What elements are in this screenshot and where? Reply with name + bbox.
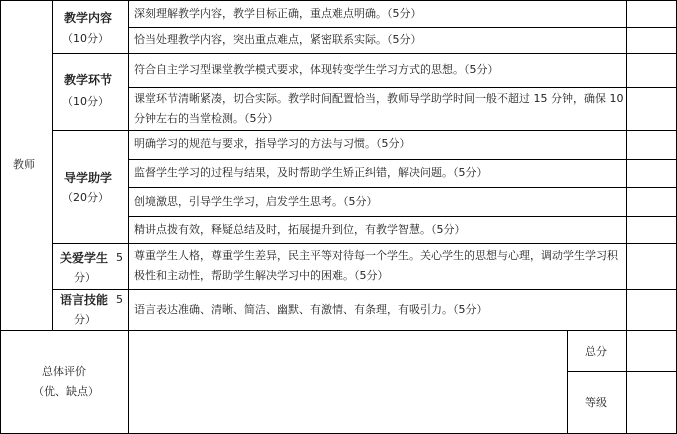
criterion-text: 恰当处理教学内容，突出重点难点，紧密联系实际。（5分） xyxy=(134,33,422,46)
criterion-text: 深刻理解教学内容，教学目标正确，重点难点明确。（5分） xyxy=(134,7,422,20)
category-points: 分） xyxy=(74,271,96,284)
role-label: 教师 xyxy=(13,158,35,171)
criterion-text: 精讲点拨有效，释疑总结及时，拓展提升到位，有教学智慧。（5分） xyxy=(134,223,466,236)
overall-evaluation-label: 总体评价 xyxy=(42,365,86,378)
grade-label: 等级 xyxy=(585,396,607,409)
criterion-text: 课堂环节清晰紧凑，切合实际。教学时间配置恰当，教师导学助学时间一般不超过 15 分钟，确保 10 分钟左右的当堂检测。（5分） xyxy=(134,92,624,125)
category-name: 教学内容 xyxy=(64,11,113,25)
category-name: 关爱学生 xyxy=(60,251,109,265)
table-line xyxy=(567,330,568,434)
criterion-text: 符合自主学习型课堂教学模式要求，体现转变学生学习方式的思想。（5分） xyxy=(134,63,499,76)
table-line xyxy=(52,243,677,244)
table-line xyxy=(128,0,129,434)
criterion-text: 创境激思，引导学生学习，启发学生思考。（5分） xyxy=(134,195,378,208)
table-line xyxy=(128,159,677,160)
category-name: 导学助学 xyxy=(64,171,113,185)
category-points: 5 xyxy=(116,251,123,264)
table-line xyxy=(128,216,677,217)
category-name: 语言技能 xyxy=(60,293,109,307)
category-points: （20分） xyxy=(62,191,109,204)
table-line xyxy=(128,27,677,28)
category-name: 教学环节 xyxy=(64,73,113,87)
table-line xyxy=(0,0,677,1)
category-points: （10分） xyxy=(62,32,109,45)
table-line xyxy=(626,0,627,434)
table-line xyxy=(567,371,677,372)
category-points: 分） xyxy=(74,313,96,326)
table-line xyxy=(52,289,677,290)
overall-evaluation-sublabel: （优、缺点） xyxy=(33,385,99,398)
criterion-text: 尊重学生人格，尊重学生差异，民主平等对待每一个学生。关心学生的思想与心理，调动学生学习积极性和主动性，帮助学生解决学习中的困难。（5分） xyxy=(134,249,618,282)
table-line xyxy=(52,0,53,330)
table-line xyxy=(0,0,1,434)
table-line xyxy=(52,53,677,54)
table-line xyxy=(128,87,677,88)
table-line xyxy=(0,330,677,331)
category-points: （10分） xyxy=(62,95,109,108)
table-line xyxy=(128,187,677,188)
category-points: 5 xyxy=(116,293,123,306)
total-score-label: 总分 xyxy=(585,345,607,358)
criterion-text: 语言表达准确、清晰、简洁、幽默、有激情、有条理，有吸引力。（5分） xyxy=(134,303,488,316)
criterion-text: 监督学生学习的过程与结果，及时帮助学生矫正纠错，解决问题。（5分） xyxy=(134,166,488,179)
table-line xyxy=(52,130,677,131)
criterion-text: 明确学习的规范与要求，指导学习的方法与习惯。（5分） xyxy=(134,137,411,150)
